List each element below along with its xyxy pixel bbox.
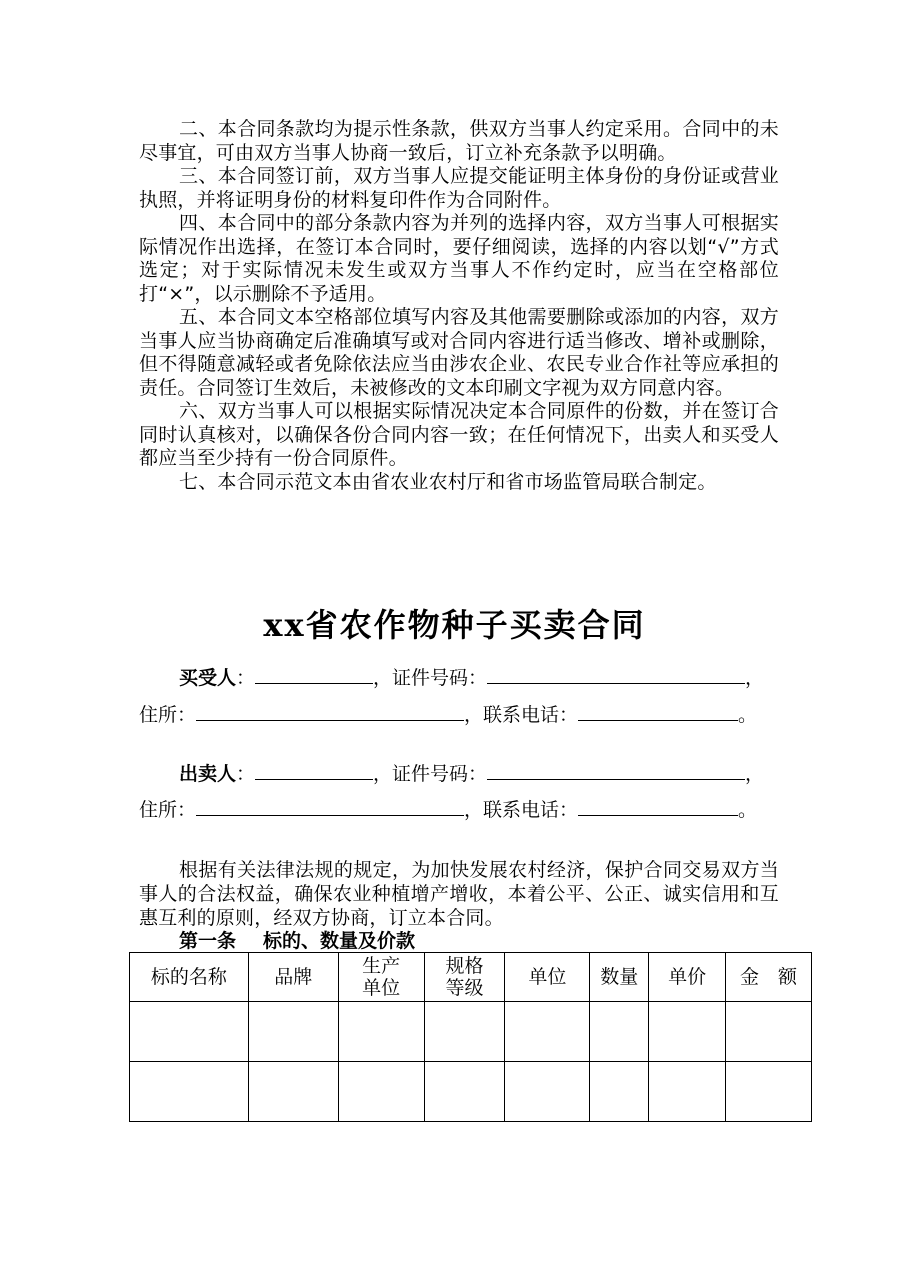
header-text: 数量 <box>600 966 639 988</box>
goods-table <box>129 952 812 1122</box>
seller-id-label: ，证件号码： <box>373 763 488 785</box>
table-cell[interactable] <box>726 1002 812 1062</box>
header-text: 品牌 <box>274 966 313 988</box>
seller-role-label: 出卖人 <box>179 763 237 785</box>
table-row <box>130 1062 812 1122</box>
header-producer <box>338 953 424 1002</box>
buyer-line-end: ， <box>745 667 765 689</box>
seller-address-label: 住所： <box>139 799 197 821</box>
buyer-line-2 <box>139 702 779 728</box>
table-cell[interactable] <box>726 1062 812 1122</box>
buyer-id-field[interactable] <box>487 665 745 684</box>
header-text: 规格 <box>445 955 484 977</box>
seller-name-field[interactable] <box>255 761 373 780</box>
table-cell[interactable] <box>248 1002 338 1062</box>
buyer-phone-label: ，联系电话： <box>464 704 579 726</box>
seller-line-end: ， <box>745 763 765 785</box>
header-amount <box>726 953 812 1002</box>
seller-period: 。 <box>738 799 758 821</box>
article-number: 第一条 <box>179 930 237 952</box>
table-cell[interactable] <box>338 1062 424 1122</box>
contract-preamble <box>139 858 779 930</box>
buyer-phone-field[interactable] <box>578 702 738 721</box>
buyer-role-label: 买受人 <box>179 667 237 689</box>
header-text: 单位 <box>528 966 567 988</box>
contract-title: xx省农作物种子买卖合同 <box>263 606 646 644</box>
table-cell[interactable] <box>130 1002 249 1062</box>
table-cell[interactable] <box>649 1002 726 1062</box>
table-cell[interactable] <box>338 1002 424 1062</box>
seller-colon: ： <box>236 763 256 785</box>
article-title: 标的、数量及价款 <box>263 930 416 952</box>
header-unit <box>505 953 590 1002</box>
table-cell[interactable] <box>505 1002 590 1062</box>
header-text: 金 额 <box>740 966 798 988</box>
header-item-name <box>130 953 249 1002</box>
seller-id-field[interactable] <box>487 761 745 780</box>
table-cell[interactable] <box>424 1002 505 1062</box>
seller-line-1 <box>139 761 779 787</box>
header-text: 等级 <box>445 977 484 999</box>
header-spec-grade <box>424 953 505 1002</box>
header-unit-price <box>649 953 726 1002</box>
note-paragraph: 七、本合同示范文本由省农业农村厅和省市场监管局联合制定。 <box>179 470 717 493</box>
table-header-row <box>130 953 812 1002</box>
note-paragraph: 六、双方当事人可以根据实际情况决定本合同原件的份数，并在签订合同时认真核对，以确保各份合同内容一致；在任何情况下，出卖人和买受人都应当至少持有一份合同原件。 <box>139 400 779 469</box>
buyer-period: 。 <box>738 704 758 726</box>
note-paragraph: 二、本合同条款均为提示性条款，供双方当事人约定采用。合同中的未尽事宜，可由双方当事人协商一致后，订立补充条款予以明确。 <box>139 118 779 164</box>
table-cell[interactable] <box>590 1002 649 1062</box>
table-cell[interactable] <box>248 1062 338 1122</box>
seller-line-2 <box>139 797 779 823</box>
usage-notes <box>139 118 779 494</box>
buyer-id-label: ，证件号码： <box>373 667 488 689</box>
buyer-colon: ： <box>236 667 256 689</box>
header-text: 标的名称 <box>150 966 227 988</box>
header-text: 生产 <box>362 955 401 977</box>
table-cell[interactable] <box>649 1062 726 1122</box>
note-paragraph: 四、本合同中的部分条款内容为并列的选择内容，双方当事人可根据实际情况作出选择，在签订本合同时，要仔细阅读，选择的内容以划“√”方式选定；对于实际情况未发生或双方当事人不作约定时，应当在空格部位打“×”，以示删除不予适用。 <box>139 212 779 305</box>
table-cell[interactable] <box>505 1062 590 1122</box>
header-text: 单价 <box>668 966 707 988</box>
table-cell[interactable] <box>424 1062 505 1122</box>
seller-phone-label: ，联系电话： <box>464 799 579 821</box>
buyer-address-label: 住所： <box>139 704 197 726</box>
table-row <box>130 1002 812 1062</box>
note-paragraph: 五、本合同文本空格部位填写内容及其他需要删除或添加的内容，双方当事人应当协商确定后准确填写或对合同内容进行适当修改、增补或删除，但不得随意减轻或者免除依法应当由涉农企业、农民专业合作社等应承担的责任。合同签订生效后，未被修改的文本印刷文字视为双方同意内容。 <box>139 306 779 399</box>
note-paragraph: 三、本合同签订前，双方当事人应提交能证明主体身份的身份证或营业执照，并将证明身份的材料复印件作为合同附件。 <box>139 165 779 211</box>
article-heading <box>139 929 415 953</box>
table-cell[interactable] <box>590 1062 649 1122</box>
seller-phone-field[interactable] <box>578 797 738 816</box>
header-brand <box>248 953 338 1002</box>
table-cell[interactable] <box>130 1062 249 1122</box>
buyer-address-field[interactable] <box>196 702 464 721</box>
buyer-line-1 <box>139 665 779 691</box>
buyer-name-field[interactable] <box>255 665 373 684</box>
preamble-text: 根据有关法律法规的规定，为加快发展农村经济，保护合同交易双方当事人的合法权益，确保农业种植增产增收，本着公平、公正、诚实信用和互惠互利的原则，经双方协商，订立本合同。 <box>139 859 779 929</box>
header-quantity <box>590 953 649 1002</box>
seller-address-field[interactable] <box>196 797 464 816</box>
header-text: 单位 <box>362 977 401 999</box>
